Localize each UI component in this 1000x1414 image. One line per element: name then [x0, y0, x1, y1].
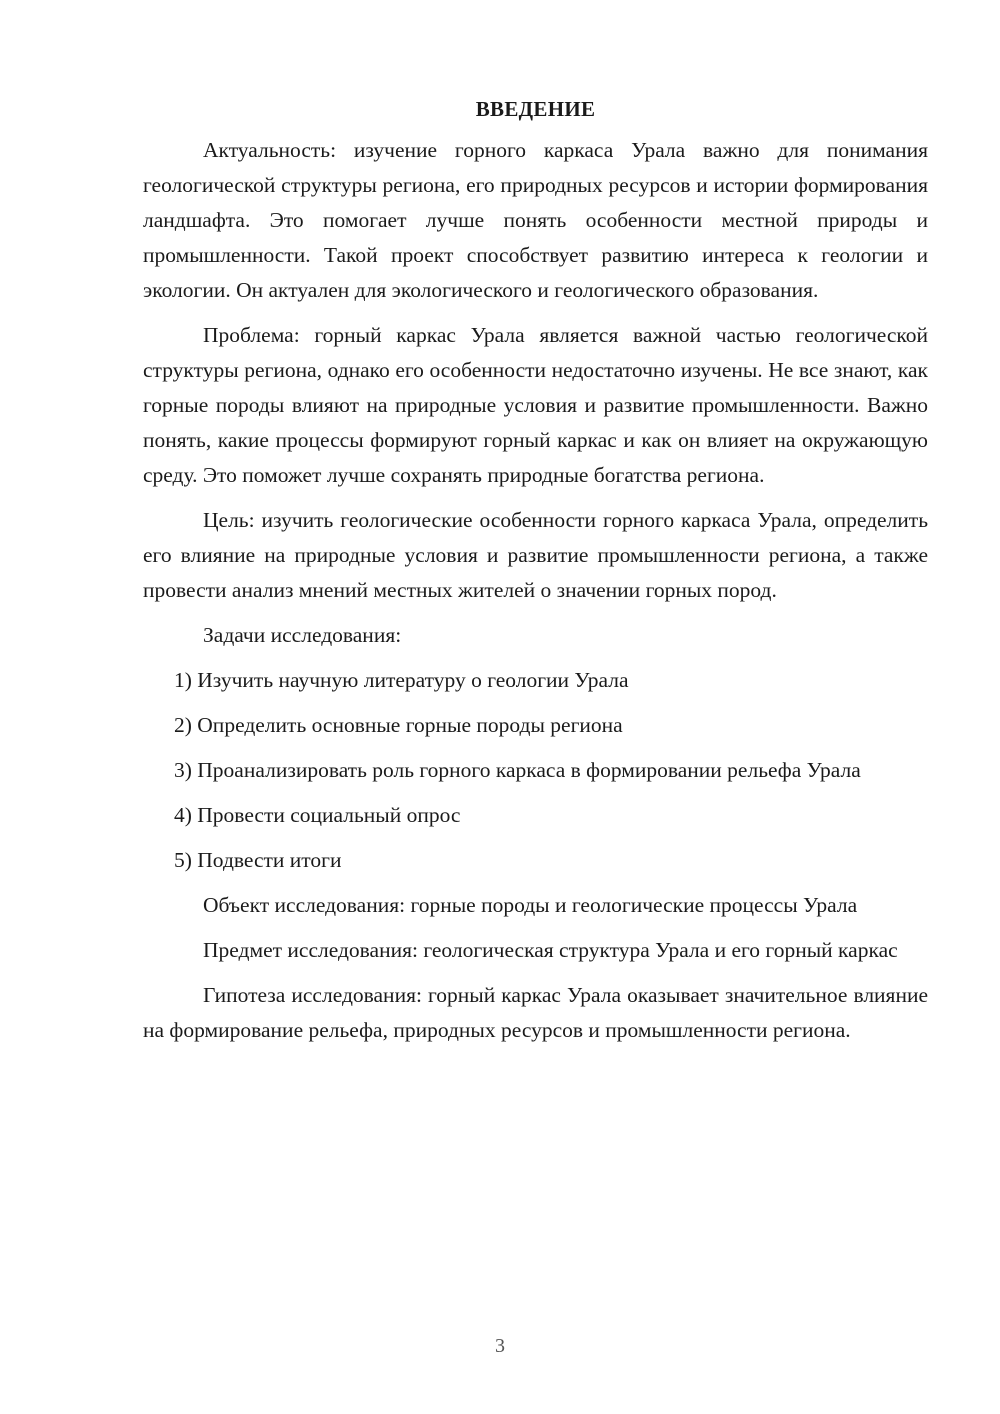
object-paragraph: Объект исследования: горные породы и геологические процессы Урала: [203, 893, 858, 917]
task-item-2: 2) Определить основные горные породы региона: [174, 713, 623, 737]
document-page: [143, 92, 928, 1058]
relevance-paragraph: Актуальность: изучение горного каркаса Урала важно для понимания геологической структуры региона, его природных ресурсов и истории формирования ландшафта. Это помогает лучше понять особенности местной природы и промышленности. Такой проект способствует развитию интереса к геологии и экологии. Он актуален для экологического и геологического образования.: [143, 138, 928, 302]
task-item-4: 4) Провести социальный опрос: [174, 803, 461, 827]
section-title: ВВЕДЕНИЕ: [475, 97, 596, 121]
task-item-5: 5) Подвести итоги: [174, 848, 342, 872]
task-item-3: 3) Проанализировать роль горного каркаса в формировании рельефа Урала: [174, 758, 861, 782]
problem-paragraph: Проблема: горный каркас Урала является важной частью геологической структуры региона, однако его особенности недостаточно изучены. Не все знают, как горные породы влияют на природные условия и развитие промышленности. Важно понять, какие процессы формируют горный каркас и как он влияет на окружающую среду. Это поможет лучше сохранять природные богатства региона.: [143, 323, 928, 487]
tasks-heading: Задачи исследования:: [203, 623, 402, 647]
subject-paragraph: Предмет исследования: геологическая структура Урала и его горный каркас: [203, 938, 898, 962]
goal-paragraph: Цель: изучить геологические особенности горного каркаса Урала, определить его влияние на природные условия и развитие промышленности региона, а также провести анализ мнений местных жителей о значении горных пород.: [143, 508, 928, 602]
task-item-1: 1) Изучить научную литературу о геологии Урала: [174, 668, 629, 692]
page-number: 3: [495, 1335, 505, 1357]
hypothesis-paragraph: Гипотеза исследования: горный каркас Урала оказывает значительное влияние на формирование рельефа, природных ресурсов и промышленности региона.: [143, 983, 928, 1042]
